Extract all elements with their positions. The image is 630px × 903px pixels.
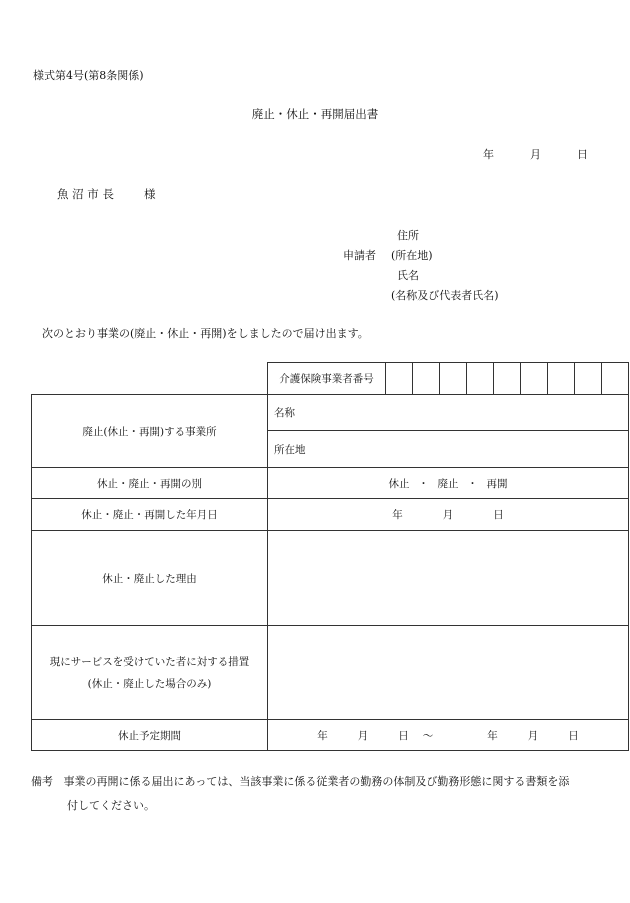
applicant-address-label: 住所	[397, 229, 419, 242]
period-end-day: 日	[568, 729, 579, 742]
reason-row	[32, 531, 629, 626]
date-year: 年	[483, 148, 494, 161]
date-row	[32, 499, 629, 531]
period-end-month: 月	[527, 729, 539, 742]
type-option-suspend[interactable]: 休止	[388, 477, 410, 490]
facility-label: 廃止(休止・再開)する事業所	[32, 395, 268, 468]
blank-cell	[32, 363, 268, 395]
period-start-year: 年	[317, 729, 328, 742]
type-options[interactable]	[268, 468, 629, 499]
provider-number-digit[interactable]	[467, 363, 494, 395]
measures-field[interactable]	[268, 626, 629, 720]
type-separator: ・	[467, 477, 478, 490]
provider-number-digit[interactable]	[602, 363, 629, 395]
type-separator: ・	[418, 477, 429, 490]
reason-label: 休止・廃止した理由	[32, 531, 268, 626]
period-start-day: 日	[398, 729, 409, 742]
measures-label-line1: 現にサービスを受けていた者に対する措置	[49, 655, 250, 668]
remarks-line1: 事業の再開に係る届出にあっては、当該事業に係る従業者の勤務の体制及び勤務形態に関する書類を添	[63, 775, 570, 788]
remarks-line2: 付してください。	[67, 799, 155, 812]
date-day-unit: 日	[493, 509, 504, 521]
provider-number-digit[interactable]	[440, 363, 467, 395]
type-option-abolish[interactable]: 廃止	[437, 477, 459, 490]
applicant-name-sub-label: (名称及び代表者氏名)	[391, 289, 499, 302]
applicant-label: 申請者	[343, 249, 376, 262]
facility-name-label: 名称	[274, 407, 295, 419]
facility-address-label: 所在地	[274, 443, 306, 456]
provider-number-digit[interactable]	[548, 363, 575, 395]
remarks	[31, 770, 569, 818]
date-label: 休止・廃止・再開した年月日	[32, 499, 268, 531]
remarks-label: 備考	[31, 775, 53, 788]
date-year-unit: 年	[392, 509, 403, 521]
period-label: 休止予定期間	[32, 720, 268, 751]
type-label: 休止・廃止・再開の別	[32, 468, 268, 499]
intro-text: 次のとおり事業の(廃止・休止・再開)をしましたので届け出ます。	[42, 327, 369, 340]
addressee-honorific: 様	[144, 187, 156, 201]
facility-name-field[interactable]	[268, 395, 629, 431]
facility-name-row	[32, 395, 629, 431]
date-month: 月	[530, 148, 541, 161]
period-start-month: 月	[357, 729, 369, 742]
provider-number-label: 介護保険事業者番号	[268, 363, 386, 395]
date-day: 日	[577, 148, 588, 161]
provider-number-digit[interactable]	[521, 363, 548, 395]
type-option-resume[interactable]: 再開	[486, 477, 508, 490]
provider-number-digit[interactable]	[575, 363, 602, 395]
applicant-name-label: 氏名	[397, 269, 419, 282]
facility-address-field[interactable]	[268, 431, 629, 468]
period-field[interactable]	[268, 720, 629, 751]
measures-label	[32, 626, 268, 720]
reason-field[interactable]	[268, 531, 629, 626]
provider-number-digit[interactable]	[413, 363, 440, 395]
measures-row	[32, 626, 629, 720]
provider-number-digit[interactable]	[494, 363, 521, 395]
measures-label-line2: (休止・廃止した場合のみ)	[87, 677, 212, 690]
period-end-year: 年	[487, 729, 498, 742]
addressee-name: 魚 沼 市 長	[57, 187, 114, 201]
period-row	[32, 720, 629, 751]
period-tilde: 〜	[422, 729, 434, 742]
type-row	[32, 468, 629, 499]
provider-number-digit[interactable]	[386, 363, 413, 395]
provider-number-row	[32, 363, 629, 395]
date-field[interactable]	[268, 499, 629, 531]
document-title: 廃止・休止・再開届出書	[251, 107, 379, 121]
form-number: 様式第4号(第8条関係)	[33, 69, 144, 82]
date-month-unit: 月	[442, 509, 454, 521]
applicant-address-sub-label: (所在地)	[391, 249, 433, 262]
notification-form-table	[31, 362, 629, 751]
